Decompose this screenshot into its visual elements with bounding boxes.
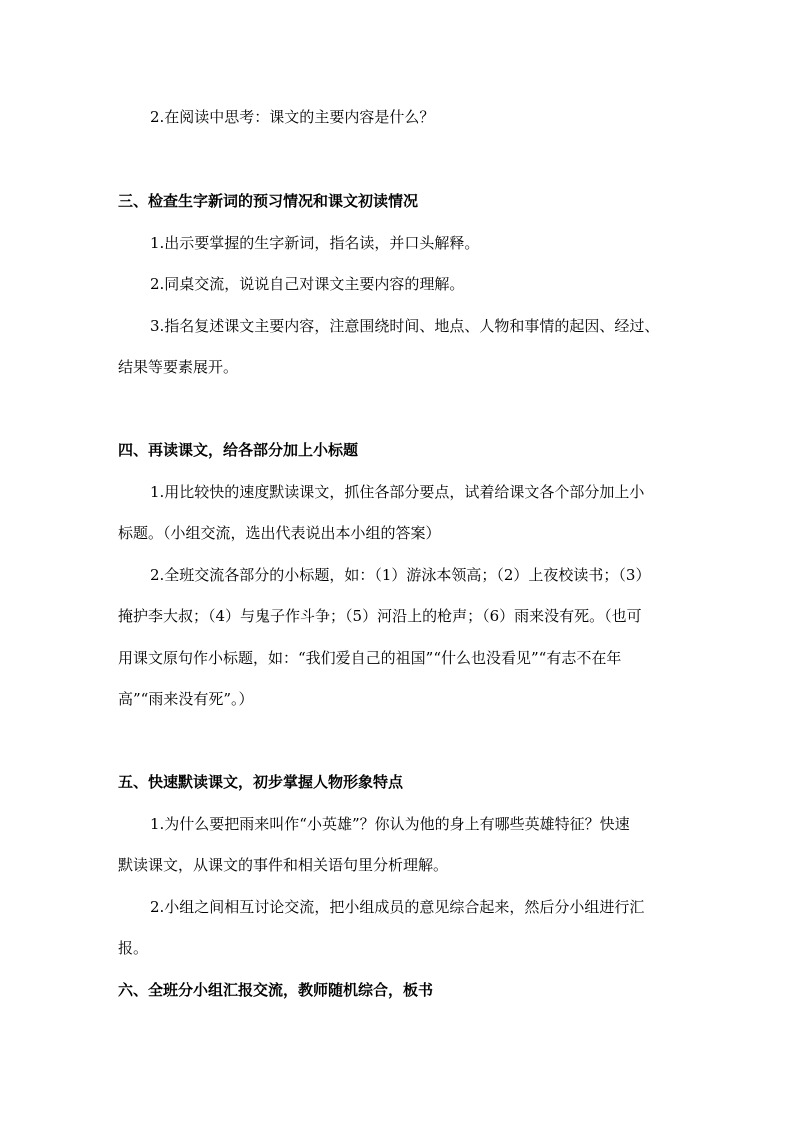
section-3-item-2: 2.同桌交流，说说自己对课文主要内容的理解。 <box>150 275 465 293</box>
section-4-item-1-line-1: 1.用比较快的速度默读课文，抓住各部分要点，试着给课文各个部分加上小 <box>150 483 645 501</box>
section-4-item-2-line-4: 高”“雨来没有死”。） <box>118 690 254 708</box>
section-5-item-2-line-1: 2.小组之间相互讨论交流，把小组成员的意见综合起来，然后分小组进行汇 <box>150 898 645 916</box>
section-5-heading: 五、快速默读课文，初步掌握人物形象特点 <box>118 773 404 791</box>
reading-item-2: 2.在阅读中思考：课文的主要内容是什么？ <box>150 108 435 126</box>
section-4-item-2-line-1: 2.全班交流各部分的小标题，如：（1）游泳本领高；（2）上夜校读书；（3） <box>150 566 651 584</box>
section-4-item-2-line-3: 用课文原句作小标题，如：“我们爱自己的祖国”“什么也没看见”“有志不在年 <box>118 649 622 667</box>
section-3-heading: 三、检查生字新词的预习情况和课文初读情况 <box>118 192 419 210</box>
section-3-item-1: 1.出示要掌握的生字新词，指名读，并口头解释。 <box>150 234 480 252</box>
section-4-item-2-line-2: 掩护李大叔；（4）与鬼子作斗争；（5）河沿上的枪声；（6）雨来没有死。（也可 <box>118 607 642 625</box>
section-5-item-2-line-2: 报。 <box>118 939 149 957</box>
section-3-item-3-line-1: 3.指名复述课文主要内容，注意围绕时间、地点、人物和事情的起因、经过、 <box>150 317 660 335</box>
section-4-heading: 四、再读课文，给各部分加上小标题 <box>118 441 359 459</box>
section-4-item-1-line-2: 标题。（小组交流，选出代表说出本小组的答案） <box>118 524 441 542</box>
section-3-item-3-line-2: 结果等要素展开。 <box>118 358 239 376</box>
section-5-item-1-line-1: 1.为什么要把雨来叫作“小英雄”？你认为他的身上有哪些英雄特征？快速 <box>150 815 630 833</box>
section-6-heading: 六、全班分小组汇报交流，教师随机综合，板书 <box>118 981 434 999</box>
section-5-item-1-line-2: 默读课文，从课文的事件和相关语句里分析理解。 <box>118 856 449 874</box>
